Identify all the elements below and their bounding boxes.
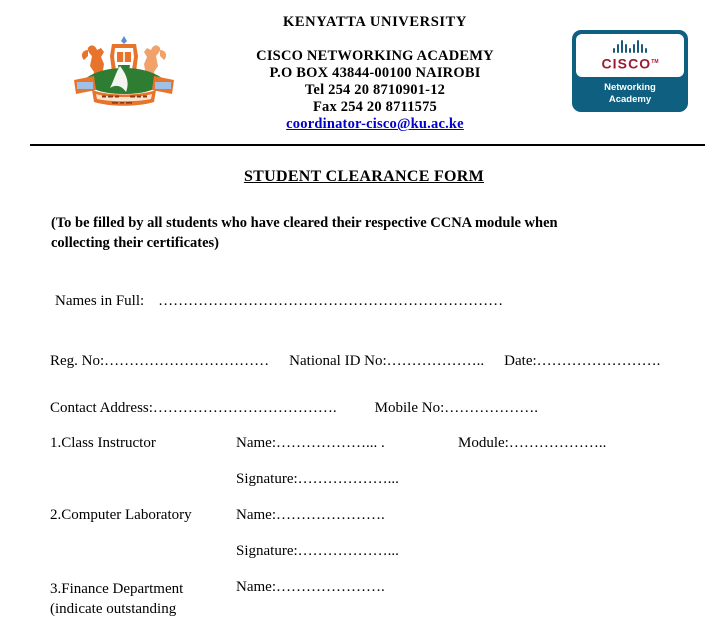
mobile-no-input[interactable]: ……………….	[444, 400, 538, 416]
field-registration-row	[50, 351, 728, 371]
university-name: KENYATTA UNIVERSITY	[283, 14, 467, 30]
section-2-label: 2.Computer Laboratory	[50, 507, 192, 523]
form-fields	[0, 291, 728, 619]
fax-line: Fax 254 20 8711575	[312, 99, 438, 115]
telephone-line: Tel 254 20 8710901-12	[304, 82, 446, 98]
section-row-class-instructor-signature	[50, 471, 728, 491]
cisco-logo-inner-box	[576, 34, 684, 77]
section-row-finance-department	[50, 579, 728, 619]
section-1-name-input[interactable]: Name:………………... .	[236, 435, 385, 451]
names-in-full-input[interactable]: ……………………………………………………………	[158, 293, 504, 309]
kenyatta-university-coat-of-arms-icon	[68, 26, 180, 110]
section-1-module-input[interactable]: Module:………………..	[458, 435, 607, 451]
field-names-in-full	[55, 291, 728, 311]
document-header	[0, 0, 728, 140]
section-2-name-input[interactable]: Name:………………….	[236, 507, 385, 523]
contact-address-input[interactable]: ……………………………….	[152, 400, 337, 416]
names-in-full-label: Names in Full:	[55, 293, 145, 309]
mobile-no-label: Mobile No:	[374, 400, 445, 416]
email-link[interactable]: coordinator-cisco@ku.ac.ke	[286, 116, 464, 132]
section-2-signature-input[interactable]: Signature:………………...	[236, 543, 399, 559]
academy-name: CISCO NETWORKING ACADEMY	[256, 48, 494, 64]
section-row-class-instructor	[50, 435, 728, 455]
section-1-label: 1.Class Instructor	[50, 435, 156, 451]
form-instruction: (To be filled by all students who have cleared their respective CCNA module when collecting their certificates)	[51, 215, 558, 251]
section-3-label	[50, 579, 225, 619]
cisco-wordmark	[601, 55, 658, 72]
section-3-label-line1: 3.Finance Department	[50, 581, 184, 597]
section-row-computer-laboratory	[50, 507, 728, 527]
contact-address-label: Contact Address:	[50, 400, 153, 416]
section-row-computer-laboratory-signature	[50, 543, 728, 563]
field-contact-row	[50, 398, 728, 418]
section-3-label-line2: (indicate outstanding	[50, 601, 177, 617]
po-box-line: P.O BOX 43844-00100 NAIROBI	[269, 65, 481, 81]
header-divider	[30, 144, 705, 146]
date-input[interactable]: …………………….	[536, 353, 661, 369]
section-3-name-input[interactable]: Name:………………….	[236, 579, 385, 595]
cisco-bridge-bars-icon	[613, 40, 647, 53]
section-1-signature-input[interactable]: Signature:………………...	[236, 471, 399, 487]
national-id-label: National ID No:	[289, 353, 387, 369]
national-id-input[interactable]: ………………..	[386, 353, 485, 369]
cisco-subtitle	[576, 82, 684, 105]
date-label: Date:	[504, 353, 537, 369]
cisco-subtitle-line2: Academy	[608, 93, 652, 105]
cisco-subtitle-line1: Networking	[604, 82, 656, 93]
reg-no-label: Reg. No:	[50, 353, 105, 369]
document-body	[0, 150, 728, 619]
trademark-icon: TM	[651, 58, 659, 65]
header-address-block	[190, 14, 560, 133]
reg-no-input[interactable]: ……………………………	[104, 353, 270, 369]
cisco-networking-academy-logo	[572, 30, 688, 112]
page-title: STUDENT CLEARANCE FORM	[243, 168, 485, 185]
cisco-wordmark-text: CISCO	[601, 55, 652, 72]
